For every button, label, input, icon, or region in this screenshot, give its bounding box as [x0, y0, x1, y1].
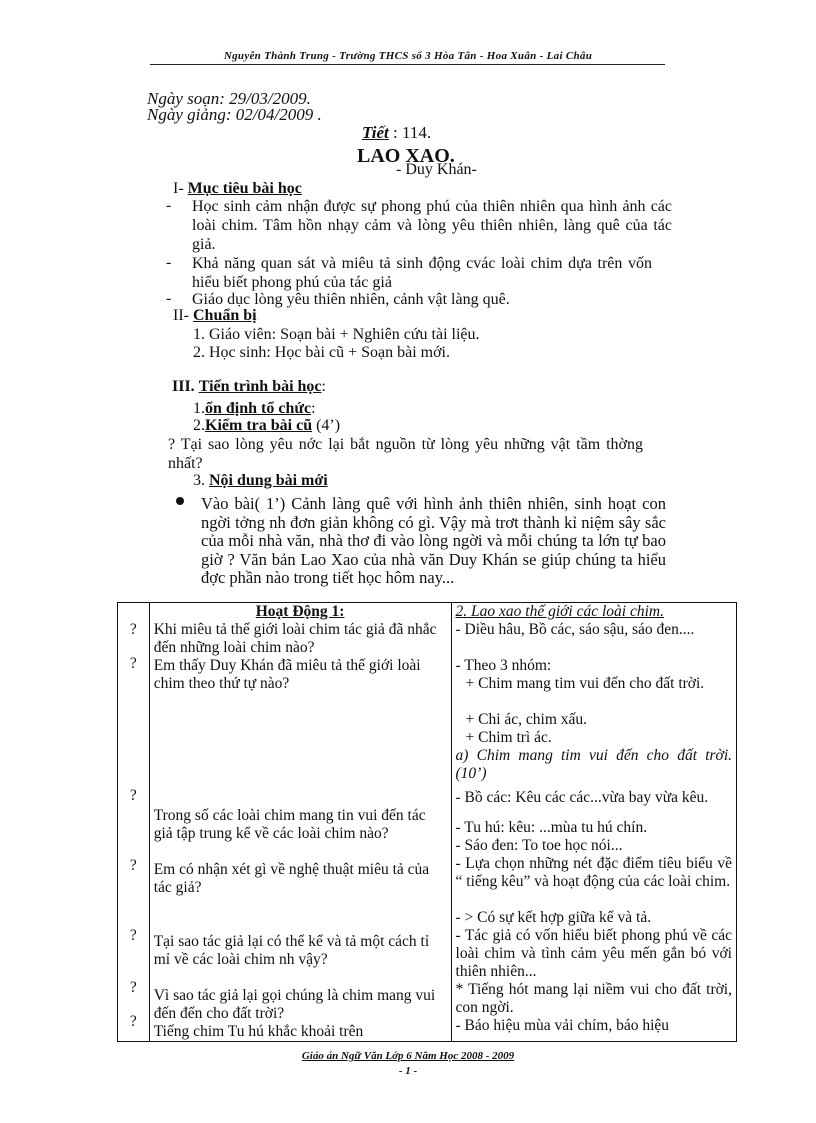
objective-2: Khả năng quan sát và miêu tả sinh động cvác loài chim dựa trên vốn hiểu biết phong phú của tác giả — [192, 255, 652, 291]
prep-teacher: 1. Giáo viên: Soạn bài + Nghiên cứu tài liệu. — [193, 326, 480, 343]
section-1-title: Mục tiêu bài học — [187, 180, 302, 197]
section-2-heading — [173, 307, 257, 325]
answer-13: * Tiếng hót mang lại niềm vui cho đất trời, con ngời. — [455, 981, 732, 1016]
question-1: Khi miêu tả thế giới loài chim tác giả đã nhắc đến những loài chim nào? — [153, 621, 437, 656]
right-title: 2. Lao xao thế giới các loài chim. — [455, 603, 664, 620]
objective-3: Giáo dục lòng yêu thiên nhiên, cảnh vật làng quê. — [192, 291, 510, 308]
answer-5: + Chim trì ác. — [465, 729, 552, 746]
answer-4: + Chi ác, chim xấu. — [465, 711, 588, 728]
step-2-time: (4’) — [316, 417, 341, 434]
answer-9: - Sáo đen: To toe học nói... — [455, 837, 623, 854]
dash-icon: - — [166, 197, 172, 214]
qmark: ? — [129, 787, 137, 804]
lesson-author: - Duy Khán- — [396, 161, 477, 178]
section-3-heading: III. Tiến trình bài học: — [172, 378, 326, 395]
answer-2: - Theo 3 nhóm: — [455, 657, 552, 674]
step-2: 2.Kiểm tra bài cũ (4’) — [193, 417, 341, 434]
lesson-intro: Vào bài( 1’) Cảnh làng quê với hình ảnh thiên nhiên, sinh hoạt con ngời tởng nh đơn giản không có gì. Vậy mà trơt thành kỉ niệm sây sắc của mỗi nhà văn, nhà thơ đi vào lòng ngời và mỗi chúng ta lớn tự bao giờ ? Văn bản Lao Xao của nhà văn Duy Khán se giúp chúng ta hiểu đợc phần nào trong tiết học hôm nay... — [201, 494, 666, 587]
step-2-title: Kiểm tra bài cũ — [205, 417, 313, 434]
date-giang: Ngày giảng: 02/04/2009 . — [147, 105, 322, 124]
step-3-title: Nội dung bài mới — [209, 472, 328, 489]
question-4: Em có nhận xét gì về nghệ thuật miêu tả của tác giả? — [153, 861, 430, 896]
review-question: ? Tại sao lòng yêu nớc lại bắt nguồn từ lòng yêu những vật tầm thờng nhất? — [168, 436, 643, 472]
qmark: ? — [129, 927, 137, 944]
lesson-number — [362, 123, 431, 143]
objective-1: Học sinh cảm nhận được sự phong phú của thiên nhiên qua hình ảnh các loài chim. Tâm hồn nhạy cảm và lòng yêu thiên nhiên, làng quê của tác giả. — [192, 198, 672, 253]
header-rule — [150, 64, 665, 65]
section-3-title: Tiến trình bài học — [198, 378, 322, 395]
answer-10: - Lựa chọn những nét đặc điểm tiêu biểu về “ tiếng kêu” và hoạt động của các loài chim. — [455, 855, 732, 890]
qmark: ? — [129, 857, 137, 874]
answer-6: a) Chim mang tim vui đến cho đất trời. (10’) — [455, 747, 732, 782]
section-2-number: II- — [173, 307, 189, 324]
answer-14: - Báo hiệu mùa vải chím, báo hiệu — [455, 1017, 670, 1034]
lesson-table — [117, 602, 737, 1042]
bullet-icon — [176, 497, 184, 505]
step-1-title: ổn định tổ chức — [205, 400, 312, 417]
dash-icon: - — [166, 254, 172, 271]
page-header: Nguyễn Thành Trung - Trường THCS số 3 Hòa Tân - Hoa Xuân - Lai Châu — [223, 50, 593, 62]
activity-title: Hoạt Động 1: — [255, 603, 345, 620]
answer-11: - > Có sự kết hợp giữa kể và tả. — [455, 909, 652, 926]
tiet-value: : 114. — [388, 123, 432, 142]
question-5: Tại sao tác giả lại có thể kể và tả một cách tỉ mỉ về các loài chim nh vậy? — [153, 933, 430, 968]
question-6: Vì sao tác giả lại gọi chúng là chim mang vui đến đến cho đất trời? — [153, 987, 436, 1022]
question-7: Tiếng chim Tu hú khắc khoải trên — [153, 1023, 364, 1040]
dash-icon: - — [166, 290, 172, 307]
question-column — [149, 603, 451, 1042]
qmark: ? — [129, 1013, 137, 1030]
answer-8: - Tu hú: kêu: ...mùa tu hú chín. — [455, 819, 648, 836]
answer-12: - Tác giả có vốn hiểu biết phong phú về các loài chim và tình cảm yêu mến gắn bó với thiên nhiên... — [455, 927, 732, 980]
qmark: ? — [129, 655, 137, 672]
step-1: 1.ổn định tổ chức: — [193, 400, 316, 417]
section-1-number: I- — [173, 180, 184, 197]
qmark-column — [118, 603, 150, 1042]
answer-7: - Bồ các: Kêu các các...vừa bay vừa kêu. — [455, 789, 709, 806]
tiet-label: Tiết — [362, 123, 389, 142]
step-3: 3. Nội dung bài mới — [193, 472, 328, 489]
lesson-title: LAO XAO. — [357, 145, 455, 167]
answer-1: - Diều hâu, Bồ các, sáo sậu, sáo đen.... — [455, 621, 695, 638]
qmark: ? — [129, 979, 137, 996]
section-3-number: III. — [172, 378, 195, 395]
question-3: Trong số các loài chim mang tin vui đến tác giả tập trung kể về các loài chim nào? — [153, 807, 426, 842]
date-soan: Ngày soạn: 29/03/2009. — [147, 89, 311, 108]
page-footer: Giáo án Ngữ Văn Lớp 6 Năm Học 2008 - 2009 — [301, 1050, 515, 1062]
section-1-heading — [173, 180, 302, 198]
section-2-title: Chuẩn bị — [192, 307, 257, 324]
prep-student: 2. Học sinh: Học bài cũ + Soạn bài mới. — [193, 344, 450, 361]
page-number: - 1 - — [398, 1065, 418, 1077]
answer-3: + Chim mang tim vui đến cho đất trời. — [465, 675, 705, 692]
answer-column — [451, 603, 736, 1042]
qmark: ? — [129, 621, 137, 638]
question-2: Em thấy Duy Khán đã miêu tả thế giới loài chim theo thứ tự nào? — [153, 657, 421, 692]
